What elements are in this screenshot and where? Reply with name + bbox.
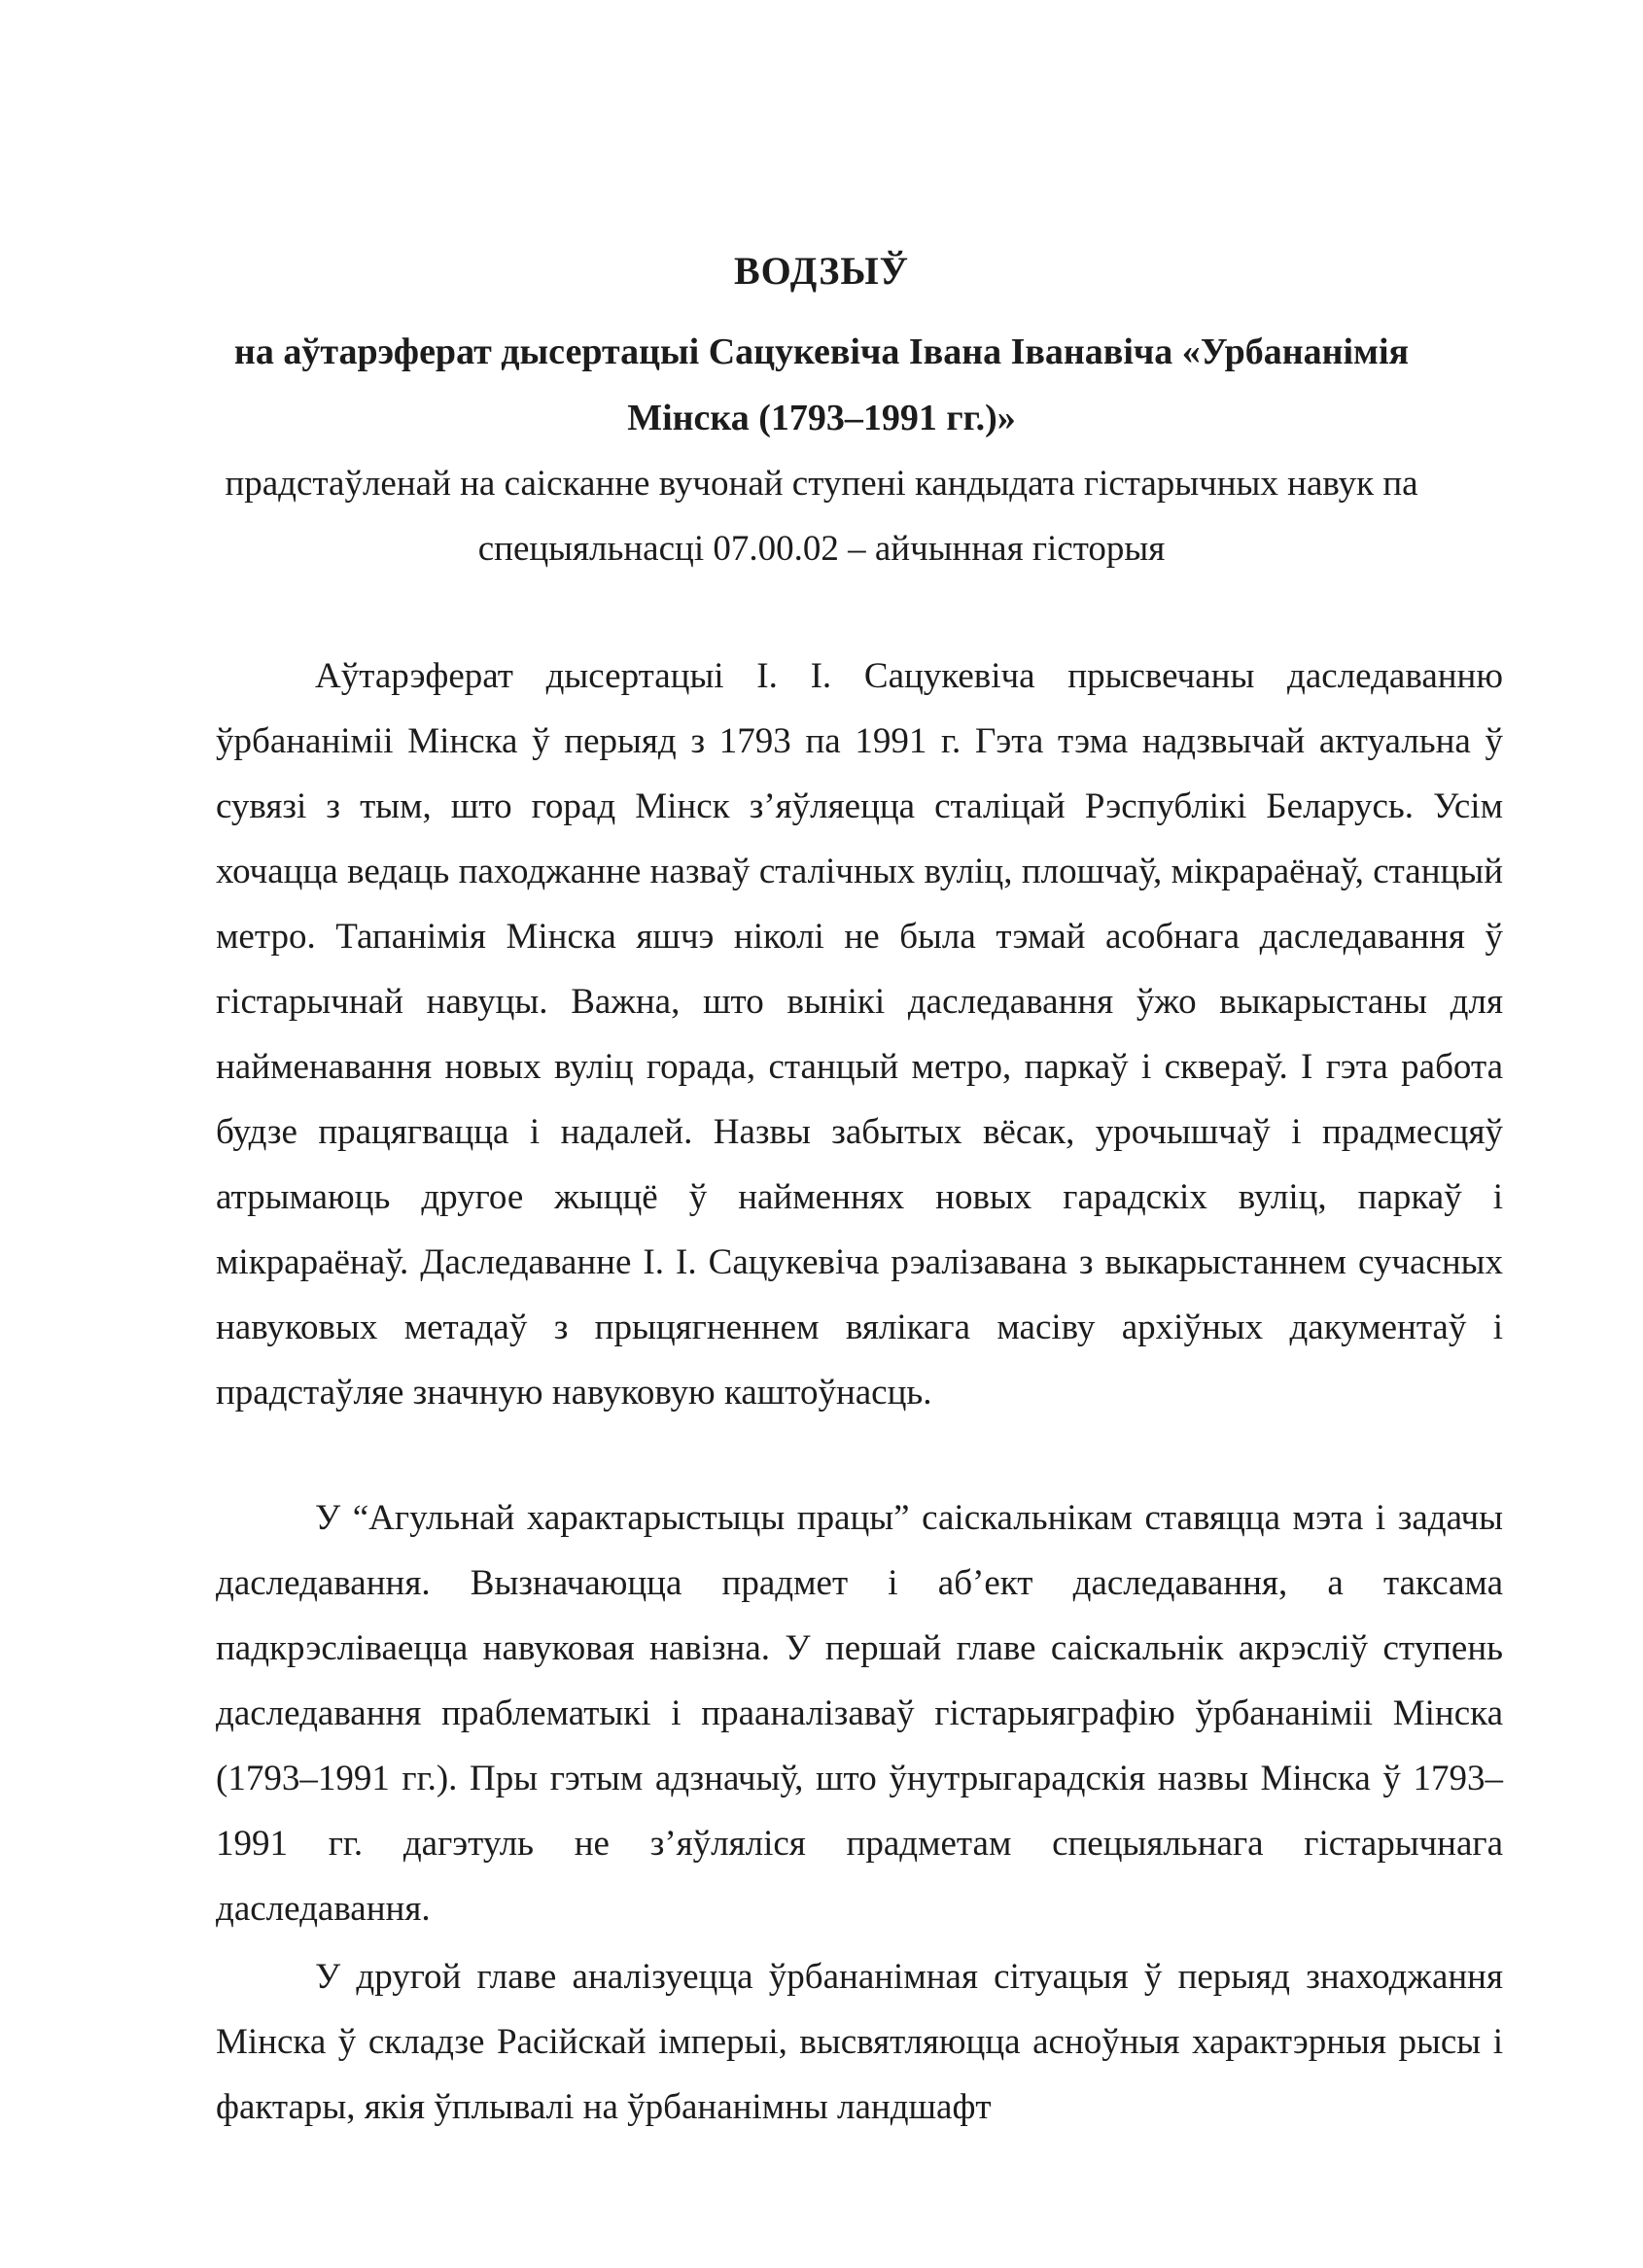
- paragraph-2: [216, 1485, 1503, 1941]
- paragraph-3-text: У другой главе аналізуецца ўрбананімная сітуацыя ў перыяд знаходжання Мінска ў складзе Расійскай імперыі, высвятляюцца асноўныя характэрныя рысы і фактары, якія ўплывалі на ўрбананімны ландшафт: [216, 1957, 1503, 2127]
- subtitle-line-1: прадстаўленай на саісканне вучонай ступені кандыдата гістарычных навук па: [225, 464, 1418, 504]
- paragraph-2-text: У “Агульнай характарыстыцы працы” саіскальнікам ставяцца мэта і задачы даследавання. Вызначаюцца прадмет і аб’ект даследавання, а таксама падкрэсліваецца навуковая навізна. У першай главе саіскальнік акрэсліў ступень даследавання праблематыкі і прааналізаваў гістарыяграфію ўрбананіміі Мінска (1793–1991 гг.). Пры гэтым адзначыў, што ўнутрыгарадскія назвы Мінска ў 1793–1991 гг. дагэтуль не з’яўляліся прадметам спецыяльнага гістарычнага даследавання.: [216, 1498, 1503, 1929]
- title-line-2: Мінска (1793–1991 гг.)»: [627, 398, 1016, 438]
- paragraph-1-text: Аўтарэферат дысертацыі І. І. Сацукевіча прысвечаны даследаванню ўрбананіміі Мінска ў перыяд з 1793 па 1991 г. Гэта тэма надзвычай актуальна ў сувязі з тым, што горад Мінск з’яўляецца сталіцай Рэспублікі Беларусь. Усім хочацца ведаць паходжанне назваў сталічных вуліц, плошчаў, мікрараёнаў, станцый метро. Тапанімія Мінска яшчэ ніколі не была тэмай асобнага даследавання ў гістарычнай навуцы. Важна, што вынікі даследавання ўжо выкарыстаны для найменавання новых вуліц горада, станцый метро, паркаў і сквераў. І гэта работа будзе працягвацца і надалей. Назвы забытых вёсак, урочышчаў і прадмесцяў атрымаюць другое жыццё ў найменнях новых гарадскіх вуліц, паркаў і мікрараёнаў. Даследаванне І. І. Сацукевіча рэалізавана з выкарыстаннем сучасных навуковых метадаў з прыцягненнем вялікага масіву архіўных дакументаў і прадстаўляе значную навуковую каштоўнасць.: [216, 656, 1503, 1413]
- title-line-1: на аўтарэферат дысертацыі Сацукевіча Івана Іванавіча «Урбананімія: [233, 331, 1410, 372]
- paragraph-1: [216, 644, 1503, 1425]
- subtitle-line-2: спецыяльнасці 07.00.02 – айчынная гісторыя: [477, 529, 1166, 569]
- document-title: ВОДЗЫЎ: [733, 249, 910, 293]
- paragraph-3: [216, 1944, 1503, 2140]
